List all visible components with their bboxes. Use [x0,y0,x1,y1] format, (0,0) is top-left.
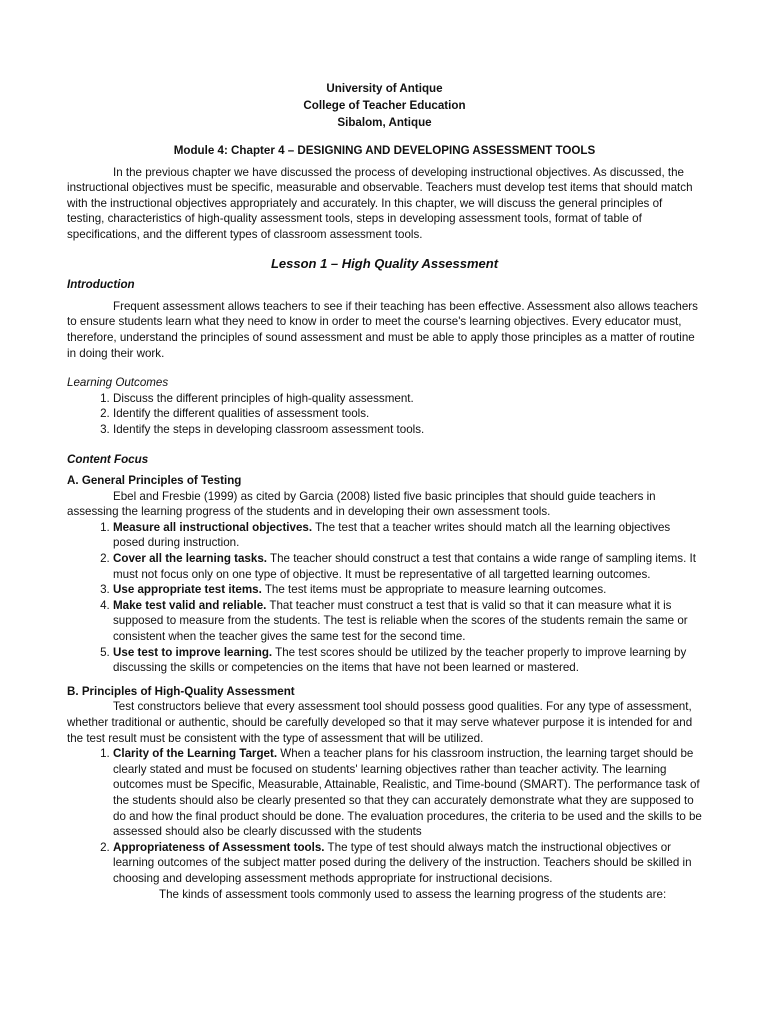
item-lead: Use test to improve learning. [113,645,273,659]
list-item [113,840,702,887]
section-b-intro: Test constructors believe that every assessment tool should possess good qualities. For any type of assessment, whether traditional or authentic, should be carefully developed so that it may serve whatever purpose it is intended for and the test result must be consistent with the type of assessment that will be utilized. [67,700,693,745]
college-name: College of Teacher Education [303,99,466,112]
item-lead: Make test valid and reliable. [113,598,267,612]
list-item [113,598,702,645]
section-a-heading: A. General Principles of Testing [67,474,242,488]
section-b-list [67,746,702,886]
item-text: The test that a teacher writes should match all the learning objectives posed during instruction. [113,520,671,550]
item-lead: Use appropriate test items. [113,583,262,597]
list-item [113,645,702,676]
item-text: When a teacher plans for his classroom instruction, the learning target should be clearly stated and must be focused on students' learning objectives rather than teacher activity. The learning outcomes must be Specific, Measurable, Attainable, Realistic, and Time-bound (SMART). The performance task of the students should also be clearly presented so that they can accurately demonstrate what they are supposed to do and how the final product should be done. The evaluation procedures, the criteria to be used and the skills to be assessed should also be clearly discussed with the students [113,747,702,839]
university-name: University of Antique [326,82,443,95]
list-item [113,551,702,582]
intro-paragraph: In the previous chapter we have discussed the process of developing instructional objectives. As discussed, the instructional objectives must be specific, measurable and observable. Teachers must develop test items that should match with the instructional objectives appropriately and accurately. In this chapter, we will discuss the general principles of testing, characteristics of high-quality assessment tools, steps in developing assessment tools, format of table of specifications, and the different types of classroom assessment tools. [67,165,693,241]
section-a-intro: Ebel and Fresbie (1999) as cited by Garcia (2008) listed five basic principles that should guide teachers in assessing the learning progress of the students and in developing their own assessment tools. [67,489,656,519]
module-title: Module 4: Chapter 4 – DESIGNING AND DEVELOPING ASSESSMENT TOOLS [173,144,596,157]
content-focus-heading: Content Focus [67,452,149,466]
list-item: 2. Identify the different qualities of assessment tools. [113,406,702,422]
item-text: The teacher should construct a test that contains a wide range of sampling items. It must not focus only on one type of objective. It must be representative of all targetted learning outcomes. [113,552,696,581]
list-item: 1. Discuss the different principles of high-quality assessment. [113,391,702,407]
section-a-list [67,520,702,676]
list-item [113,582,702,598]
introduction-heading: Introduction [67,278,135,292]
location: Sibalom, Antique [337,116,432,129]
item-lead: Measure all instructional objectives. [113,520,313,534]
assessment-tools-kinds: The kinds of assessment tools commonly used to assess the learning progress of the students are: [159,887,667,901]
lesson-title: Lesson 1 – High Quality Assessment [270,255,499,271]
document-header [67,80,702,131]
item-lead: Appropriateness of Assessment tools. [113,840,325,854]
item-lead: Clarity of the Learning Target. [113,747,278,761]
item-text: The test scores should be utilized by the teacher properly to improve learning by discussing the skills or competencies on the items that have not been learned or mastered. [113,645,687,675]
learning-outcomes-list [67,391,702,438]
list-item: 3. Identify the steps in developing classroom assessment tools. [113,422,702,438]
introduction-text: Frequent assessment allows teachers to see if their teaching has been effective. Assessment also allows teachers to ensure students learn what they need to know in order to meet the course's learning objectives. Every educator must, therefore, understand the principles of sound assessment and must be able to apply those principles as a matter of routine in doing their work. [67,299,698,360]
item-text: The type of test should always match the instructional objectives or learning outcomes of the subject matter posed during the delivery of the instruction. Teachers should be skilled in choosing and developing assessment methods appropriate for instructional decisions. [113,840,692,885]
item-text: That teacher must construct a test that is valid so that it can measure what it is supposed to measure from the students. The test is reliable when the scores of the students remain the same or consistent when the teacher gives the same test for the second time. [113,598,688,644]
list-item [113,520,702,551]
item-lead: Cover all the learning tasks. [113,552,267,566]
item-text: The test items must be appropriate to measure learning outcomes. [261,583,607,597]
list-item [113,746,702,840]
learning-outcomes-heading: Learning Outcomes [67,376,169,390]
section-b-heading: B. Principles of High-Quality Assessment [67,684,295,698]
